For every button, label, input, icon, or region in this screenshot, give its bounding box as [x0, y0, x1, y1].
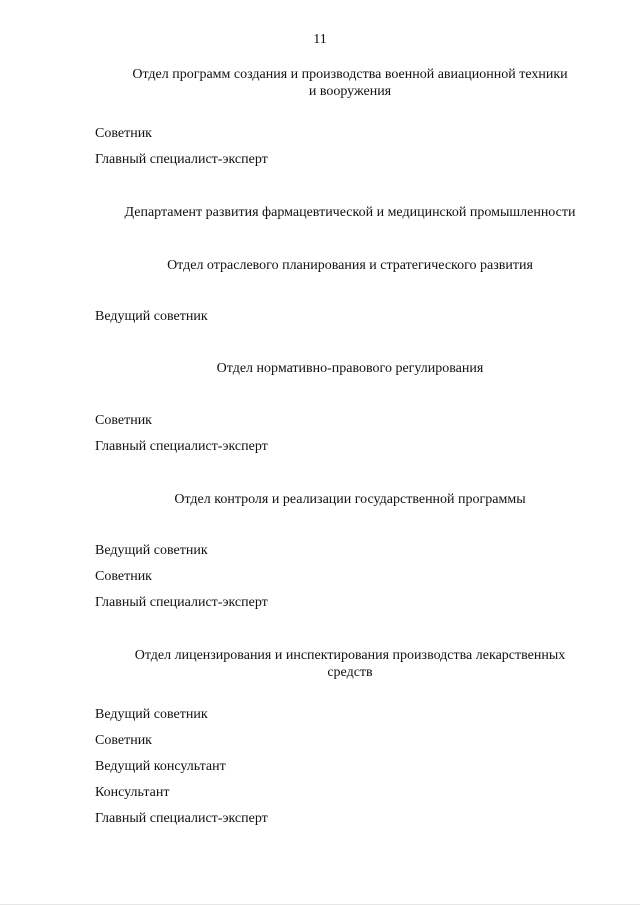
section-heading-licensing-department: [60, 647, 640, 681]
position-item: Советник: [95, 413, 152, 428]
position-item: Ведущий консультант: [95, 759, 226, 774]
position-item: Главный специалист-эксперт: [95, 595, 268, 610]
heading-line: и вооружения: [308, 84, 392, 99]
section-heading-pharma-department: [60, 204, 640, 221]
heading-line: средств: [327, 665, 373, 680]
position-item: Советник: [95, 569, 152, 584]
heading-line: Отдел нормативно-правового регулирования: [216, 361, 484, 376]
heading-line: Отдел лицензирования и инспектирования производства лекарственных: [134, 648, 566, 663]
section-heading-legal-department: [60, 360, 640, 377]
position-item: Главный специалист-эксперт: [95, 439, 268, 454]
section-heading-aviation-department: [60, 66, 640, 100]
position-item: Советник: [95, 733, 152, 748]
position-item: Ведущий советник: [95, 309, 208, 324]
heading-line: Департамент развития фармацевтической и медицинской промышленности: [124, 205, 576, 220]
position-item: Советник: [95, 126, 152, 141]
position-item: Главный специалист-эксперт: [95, 811, 268, 826]
position-item: Консультант: [95, 785, 170, 800]
section-heading-control-department: [60, 491, 640, 508]
position-item: Ведущий советник: [95, 543, 208, 558]
section-heading-planning-department: [60, 257, 640, 274]
heading-line: Отдел отраслевого планирования и стратегического развития: [167, 258, 533, 273]
position-item: Ведущий советник: [95, 707, 208, 722]
page-number: 11: [313, 32, 327, 47]
heading-line: Отдел контроля и реализации государственной программы: [174, 492, 526, 507]
heading-line: Отдел программ создания и производства военной авиационной техники: [132, 67, 568, 82]
position-item: Главный специалист-эксперт: [95, 152, 268, 167]
